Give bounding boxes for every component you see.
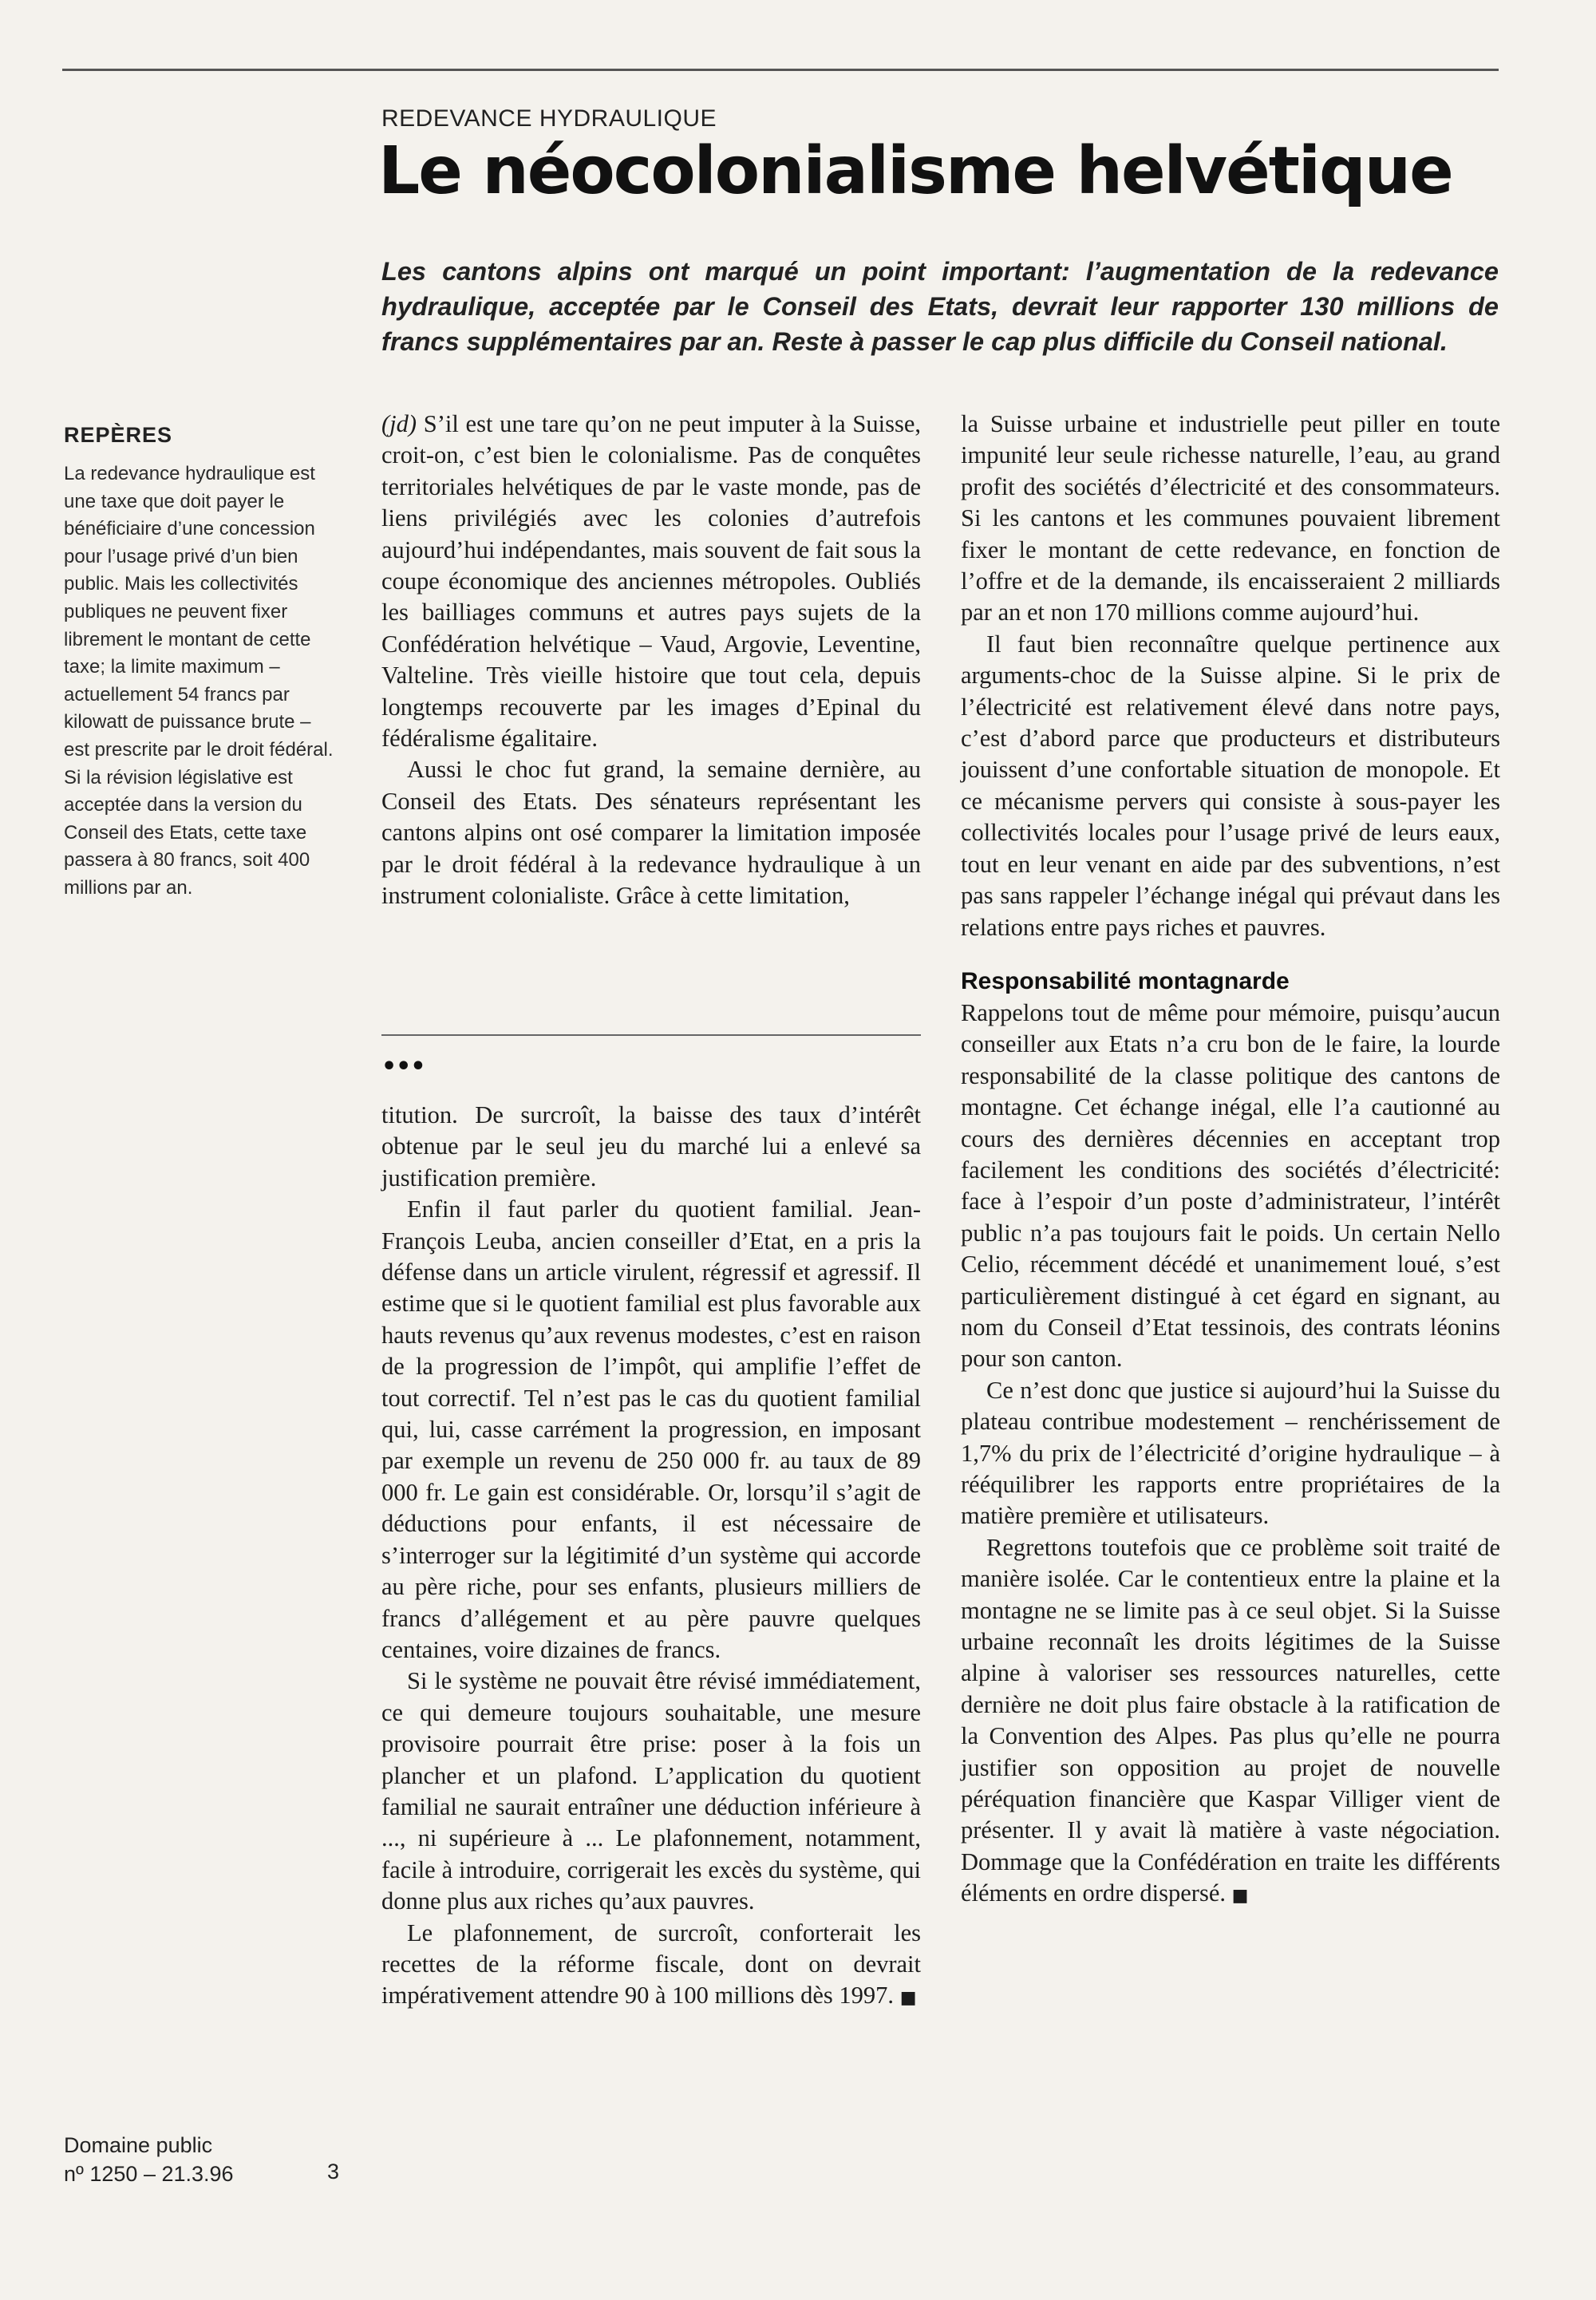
top-rule xyxy=(62,69,1499,71)
end-mark: ■ xyxy=(899,1988,917,2009)
article-paragraph-1-text: S’il est une tare qu’on ne peut imputer à la Suisse, croit-on, c’est bien le colonialisme. Pas de conquêtes territoriales helvétiques de par le vaste monde, pas de liens privilégiés avec les colonies d’autrefois aujourd’hui indépendantes, mais souvent de fait sous la coupe économique des anciennes métropoles. Oubliés les bailliages communs et autres pays sujets de la Confédération helvétique – Vaud, Argovie, Leventine, Valteline. Très vieille histoire que tout cela, depuis longtemps recouverte par les images d’Epinal du fédéralisme égalitaire. xyxy=(381,410,921,753)
article-paragraph-1 xyxy=(381,409,921,754)
article-column-1-bottom xyxy=(381,1100,921,2014)
publication-name: Domaine public xyxy=(64,2133,213,2157)
article-paragraph-2-end: la Suisse urbaine et industrielle peut piller en toute impunité leur seule richesse naturelle, l’eau, au grand profit des sociétés d’électricité et des consommateurs. Si les cantons et les communes pouvaient librement fixer le montant de cette redevance, en fonction de l’offre et de la demande, ils encaisseraient 2 milliards par an et non 170 millions comme aujourd’hui. xyxy=(961,410,1500,626)
issue-info: nº 1250 – 21.3.96 xyxy=(64,2162,234,2186)
article-paragraph-3: Il faut bien reconnaître quelque pertinence aux arguments-choc de la Suisse alpine. Si le prix de l’électricité est relativement élevé dans notre pays, c’est d’abord parce que producteurs et distributeurs jouissent d’une confortable situation de monopole. Et ce mécanisme pervers qui consiste à sous-payer les collectivités locales pour l’usage privé de leurs eaux, tout en leur venant en aide par des subventions, n’est pas sans rappeler l’échange inégal qui prévaut dans les relations entre pays riches et pauvres. xyxy=(961,630,1500,941)
continuation-separator: ••• xyxy=(381,1053,425,1081)
subheading: Responsabilité montagnarde xyxy=(961,967,1290,994)
footer-publication xyxy=(64,2131,234,2188)
article-column-1-top xyxy=(381,409,921,912)
sidebar-text: La redevance hydraulique est une taxe que doit payer le bénéficiaire d’une concession pour l’usage privé d’un bien public. Mais les collectivités publiques ne peuvent fixer librement le montant de cette taxe; la limite maximum – actuellement 54 francs par kilowatt de puissance brute – est prescrite par le droit fédéral. Si la révision législative est acceptée dans la version du Conseil des Etats, cette taxe passera à 80 francs, soit 400 millions par an. xyxy=(64,463,334,899)
end-mark: ■ xyxy=(1231,1886,1249,1907)
column-divider-rule xyxy=(381,1034,921,1036)
reperes-sidebar xyxy=(64,423,335,903)
section-kicker: REDEVANCE HYDRAULIQUE xyxy=(381,105,717,132)
continuation-paragraph-2: Enfin il faut parler du quotient familial. Jean-François Leuba, ancien conseiller d’Etat, en a pris la défense dans un article virulent, régressif et agressif. Il estime que si le quotient familial est plus favorable aux hauts revenus qu’aux revenus modestes, c’est en raison de la progression de l’impôt, qui amplifie l’effet de tout correctif. Tel n’est pas le cas du quotient familial qui, lui, casse carrément la progression, en imposant par exemple un revenu de 250 000 fr. au taux de 89 000 fr. Le gain est considérable. Or, lorsqu’il s’agit de déductions pour enfants, il est nécessaire de s’interroger sur la légitimité d’un système qui accorde au père riche, pour ses enfants, plusieurs milliers de francs d’allégement et au père pauvre quelques centaines, voire dizaines de francs. xyxy=(381,1195,921,1663)
article-paragraph-6 xyxy=(961,1532,1500,1912)
continuation-paragraph-4-text: Le plafonnement, de surcroît, conforterait les recettes de la réforme fiscale, dont on devrait impérativement attendre 90 à 100 millions dès 1997. xyxy=(381,1919,921,2010)
lead-paragraph: Les cantons alpins ont marqué un point important: l’augmentation de la redevance hydraulique, acceptée par le Conseil des Etats, devrait leur rapporter 130 millions de francs supplémentaires par an. Reste à passer le cap plus difficile du Conseil national. xyxy=(381,257,1499,356)
byline: (jd) xyxy=(381,410,417,437)
sidebar-title: REPÈRES xyxy=(64,423,173,447)
continuation-paragraph-1: titution. De surcroît, la baisse des taux d’intérêt obtenue par le seul jeu du marché lui a enlevé sa justification première. xyxy=(381,1101,921,1191)
article-paragraph-6-text: Regrettons toutefois que ce problème soit traité de manière isolée. Car le contentieux entre la plaine et la montagne ne se limite pas à ce seul objet. Si la Suisse urbaine reconnaît les droits légitimes de la Suisse alpine à valoriser ses ressources naturelles, cette dernière ne doit plus faire obstacle à la ratification de la Convention des Alpes. Pas plus qu’elle ne pourra justifier son opposition au projet de nouvelle péréquation financière que Kaspar Villiger vient de présenter. Il y avait là matière à vaste négociation. Dommage que la Confédération en traite les différents éléments en ordre dispersé. xyxy=(961,1533,1500,1907)
headline: Le néocolonialisme helvétique xyxy=(378,133,1452,209)
article-paragraph-2-start: Aussi le choc fut grand, la semaine dernière, au Conseil des Etats. Des sénateurs représentant les cantons alpins ont osé comparer la limitation imposée par le droit fédéral à la redevance hydraulique à un instrument colonialiste. Grâce à cette limitation, xyxy=(381,756,921,910)
article-paragraph-5: Ce n’est donc que justice si aujourd’hui la Suisse du plateau contribue modestement – renchérissement de 1,7% du prix de l’électricité d’origine hydraulique – à rééquilibrer les rapports entre propriétaires de la matière première et utilisateurs. xyxy=(961,1376,1500,1530)
page-number: 3 xyxy=(327,2160,340,2183)
continuation-paragraph-4 xyxy=(381,1918,921,2014)
continuation-paragraph-3: Si le système ne pouvait être révisé immédiatement, ce qui demeure toujours souhaitable, une mesure provisoire pourrait être prise: poser à la fois un plancher et un plafond. L’application du quotient familial ne saurait entraîner une déduction inférieure à ..., ni supérieure à ... Le plafonnement, notamment, facile à introduire, corrigerait les excès du système, qui donne plus aux riches qu’aux pauvres. xyxy=(381,1667,921,1915)
article-paragraph-4: Rappelons tout de même pour mémoire, puisqu’aucun conseiller aux Etats n’a cru bon de le faire, la lourde responsabilité de la classe politique des cantons de montagne. Cet échange inégal, elle l’a cautionné au cours des dernières décennies en acceptant trop facilement les conditions des sociétés d’électricité: face à l’espoir d’un poste d’administrateur, l’intérêt public n’a pas toujours fait le poids. Un certain Nello Celio, récemment décédé et unanimement loué, s’est particulièrement distingué à cet égard en signant, au nom du Conseil d’Etat tessinois, des contrats léonins pour son canton. xyxy=(961,998,1500,1373)
article-column-2 xyxy=(961,409,1500,1912)
